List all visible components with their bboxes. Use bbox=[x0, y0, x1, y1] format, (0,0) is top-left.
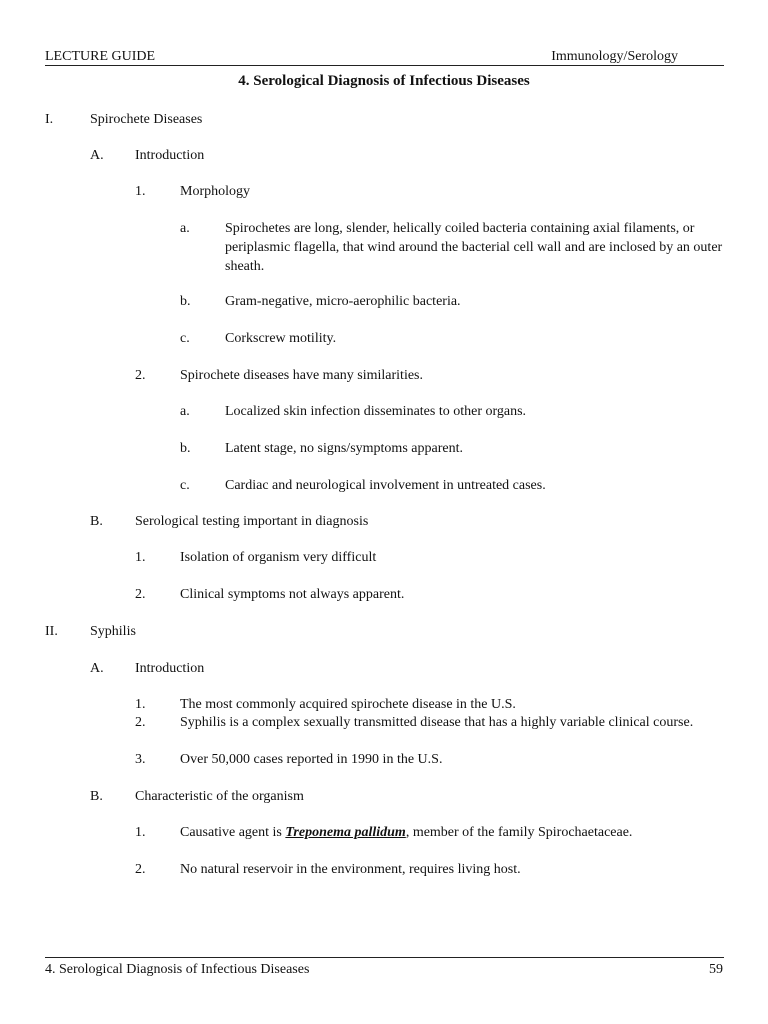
item-text bbox=[180, 823, 632, 842]
subitem-text: Gram-negative, micro-aerophilic bacteria. bbox=[225, 294, 461, 309]
subitem-text: Latent stage, no signs/symptoms apparent. bbox=[225, 441, 463, 456]
item-text: Spirochete diseases have many similarities. bbox=[180, 368, 423, 383]
item-text: Clinical symptoms not always apparent. bbox=[180, 587, 405, 602]
organism-name: Treponema pallidum bbox=[285, 825, 406, 840]
item-text: Syphilis is a complex sexually transmitted disease that has a highly variable clinical course. bbox=[180, 715, 694, 730]
subsection-heading: Serological testing important in diagnosis bbox=[135, 514, 369, 529]
section-marker: II. bbox=[45, 624, 58, 639]
header-rule bbox=[45, 65, 724, 66]
subsection-heading: Characteristic of the organism bbox=[135, 789, 304, 804]
subsection-marker: A. bbox=[90, 148, 104, 163]
footer-rule bbox=[45, 957, 724, 958]
subitem-text: Spirochetes are long, slender, helically coiled bacteria containing axial filaments, or periplasmic flagella, that wind around the bacterial cell wall and are inclosed by an outer sheath. bbox=[225, 221, 723, 274]
subitem-text: Corkscrew motility. bbox=[225, 331, 337, 346]
item-marker: 2. bbox=[135, 587, 146, 602]
item-marker: 1. bbox=[135, 550, 146, 565]
section-heading: Spirochete Diseases bbox=[90, 112, 203, 127]
item-text: Morphology bbox=[180, 184, 250, 199]
subitem-marker: b. bbox=[180, 441, 191, 456]
header-right: Immunology/Serology bbox=[551, 49, 678, 64]
subitem-marker: a. bbox=[180, 404, 190, 419]
item-marker: 1. bbox=[135, 697, 146, 712]
section-heading: Syphilis bbox=[90, 624, 136, 639]
subsection-marker: B. bbox=[90, 789, 103, 804]
item-marker: 2. bbox=[135, 715, 146, 730]
section-marker: I. bbox=[45, 112, 54, 127]
item-marker: 1. bbox=[135, 184, 146, 199]
item-marker: 1. bbox=[135, 825, 146, 840]
item-marker: 2. bbox=[135, 368, 146, 383]
subsection-heading: Introduction bbox=[135, 661, 205, 676]
header-left: LECTURE GUIDE bbox=[45, 49, 156, 64]
subitem-marker: a. bbox=[180, 221, 190, 236]
subitem-marker: c. bbox=[180, 478, 190, 493]
item-text: No natural reservoir in the environment, requires living host. bbox=[180, 862, 521, 877]
item-text-post: , member of the family Spirochaetaceae. bbox=[405, 825, 633, 840]
subitem-marker: b. bbox=[180, 294, 191, 309]
page-title: 4. Serological Diagnosis of Infectious Diseases bbox=[238, 73, 530, 89]
item-text: Isolation of organism very difficult bbox=[180, 550, 377, 565]
subitem-marker: c. bbox=[180, 331, 190, 346]
subsection-heading: Introduction bbox=[135, 148, 205, 163]
item-marker: 3. bbox=[135, 752, 146, 767]
subsection-marker: A. bbox=[90, 661, 104, 676]
subitem-text: Cardiac and neurological involvement in untreated cases. bbox=[225, 478, 546, 493]
page-number: 59 bbox=[709, 962, 723, 977]
subsection-marker: B. bbox=[90, 514, 103, 529]
footer-title: 4. Serological Diagnosis of Infectious Diseases bbox=[45, 962, 310, 977]
subitem-text: Localized skin infection disseminates to other organs. bbox=[225, 404, 527, 419]
item-text: Over 50,000 cases reported in 1990 in the U.S. bbox=[180, 752, 443, 767]
item-text-pre: Causative agent is bbox=[180, 825, 286, 840]
item-text: The most commonly acquired spirochete disease in the U.S. bbox=[180, 697, 516, 712]
item-marker: 2. bbox=[135, 862, 146, 877]
